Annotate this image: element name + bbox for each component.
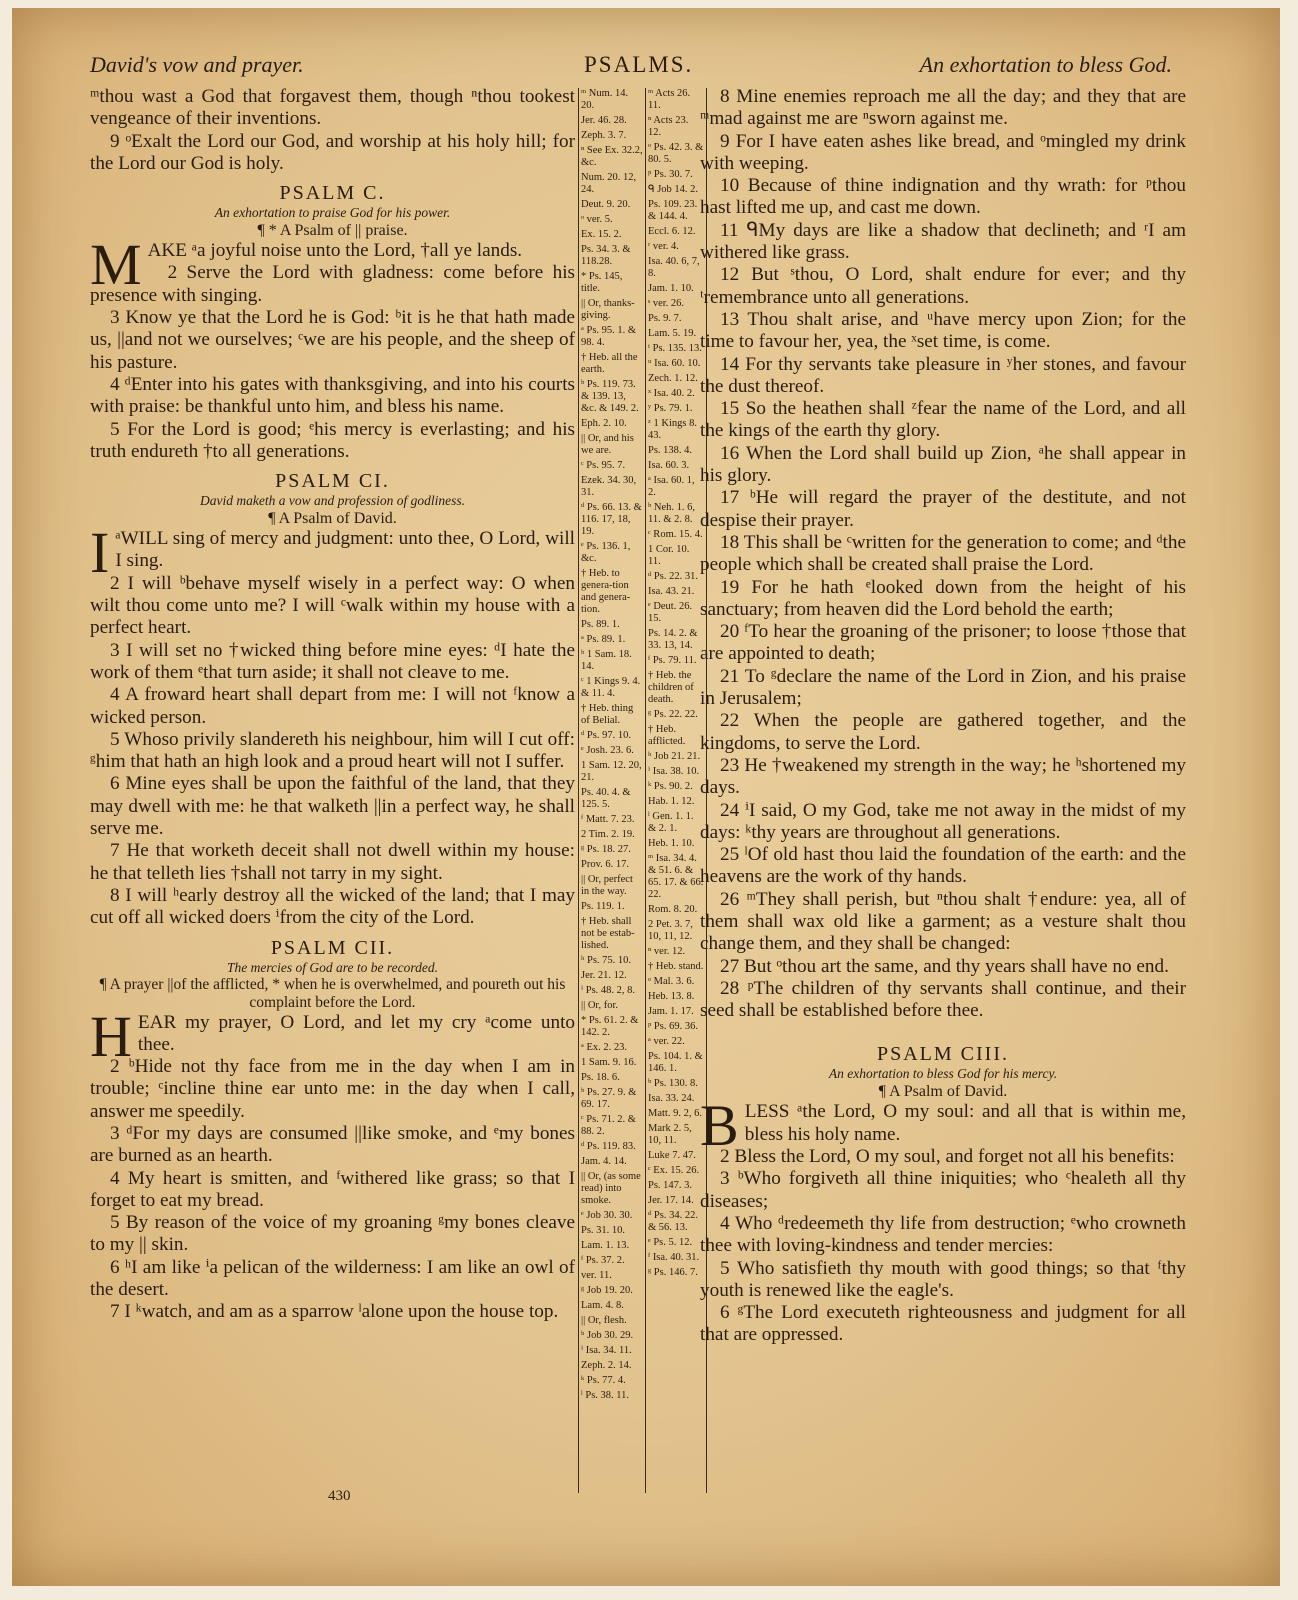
cross-reference: ᵉ Job 30. 30. <box>581 1210 633 1221</box>
right-column <box>700 86 1186 1347</box>
cross-reference: Zech. 1. 12. <box>648 373 698 384</box>
cross-reference: Heb. 13. 8. <box>648 991 695 1002</box>
cross-reference: 1 Sam. 12. 20, 21. <box>581 760 642 783</box>
verse: 13 Thou shalt arise, and ᵘhave mercy upon Zion; for the time to favour her, yea, the ˣset time, is come. <box>700 308 1186 353</box>
verse: 5 For the Lord is good; ᵉhis mercy is everlasting; and his truth endureth †to all generations. <box>90 418 575 462</box>
verse: 8 Mine enemies reproach me all the day; and they that are ᵐmad against me are ⁿsworn against me. <box>700 86 1186 130</box>
cross-reference: ᵗ Ps. 135. 13. <box>648 343 702 354</box>
psalm-title: PSALM CI. <box>275 470 390 493</box>
cross-reference: Rom. 8. 20. <box>648 904 698 915</box>
cross-reference: † Heb. to genera-tion and genera-tion. <box>581 568 631 615</box>
cross-reference: ᵍ Ps. 22. 22. <box>648 709 698 720</box>
cross-reference: ⁱ Isa. 38. 10. <box>648 766 700 777</box>
cross-reference: ᵖ Ps. 69. 36. <box>648 1021 698 1032</box>
cross-reference: ᶜ Ex. 15. 26. <box>648 1165 700 1176</box>
cross-reference: Ps. 89. 1. <box>581 619 620 630</box>
verse: 3 Know ye that the Lord he is God: ᵇit is he that hath made us, ||and not we ourselves; ᶜwe are his people, and the sheep of his pasture. <box>90 307 575 373</box>
cross-reference: 1 Cor. 10. 11. <box>648 544 690 567</box>
cross-reference: Ps. 104. 1. & 146. 1. <box>648 1051 703 1074</box>
cross-reference: ᶠ Ps. 79. 11. <box>648 655 697 666</box>
cross-reference: ᶠ Isa. 40. 31. <box>648 1252 700 1263</box>
drop-cap: B <box>700 1093 739 1159</box>
cross-reference-column <box>581 88 643 1405</box>
header-right: An exhortation to bless God. <box>919 52 1172 77</box>
verse: 3 ᵈFor my days are consumed ||like smoke, and ᵉmy bones are burned as an hearth. <box>90 1122 575 1167</box>
verse: 15 So the heathen shall ᶻfear the name of the Lord, and all the kings of the earth thy glory. <box>700 398 1186 442</box>
cross-reference: Hab. 1. 12. <box>648 796 695 807</box>
drop-cap: M <box>90 232 142 298</box>
verse: MAKE ᵃa joyful noise unto the Lord, †all ye lands. <box>90 232 523 298</box>
verse: 4 A froward heart shall depart from me: I will not ᶠknow a wicked person. <box>90 684 575 728</box>
verse: 6 Mine eyes shall be upon the faithful of the land, that they may dwell with me: he that walketh ||in a perfect way, he shall serve me. <box>90 773 575 840</box>
cross-reference: ᶻ 1 Kings 8. 43. <box>648 418 697 441</box>
cross-reference: ᑫ Job 14. 2. <box>648 184 699 195</box>
cross-reference: ⁿ See Ex. 32.2, &c. <box>581 145 643 168</box>
verse: 2 Bless the Lord, O my soul, and forget not all his benefits: <box>720 1146 1175 1168</box>
page <box>12 8 1280 1586</box>
verse: 5 Whoso privily slandereth his neighbour, him will I cut off: ᵍhim that hath an high look and a proud heart will not I suffer. <box>90 728 575 773</box>
verse: 4 Who ᵈredeemeth thy life from destruction; ᵉwho crowneth thee with loving-kindness and tender mercies: <box>700 1212 1186 1257</box>
cross-reference: † Heb. thing of Belial. <box>581 703 634 726</box>
drop-cap: I <box>90 520 110 586</box>
cross-reference: ʸ Ps. 79. 1. <box>648 403 693 414</box>
cross-reference: Isa. 40. 6, 7, 8. <box>648 256 700 279</box>
cross-reference: || Or, thanks-giving. <box>581 298 635 321</box>
cross-reference: ᵇ Neh. 1. 6, 11. & 2. 8. <box>648 502 695 525</box>
cross-reference: || Or, (as some read) into smoke. <box>581 1171 641 1206</box>
verse: 5 Who satisfieth thy mouth with good things; so that ᶠthy youth is renewed like the eagle's. <box>700 1257 1186 1301</box>
cross-reference: ᵈ Ps. 66. 13. & 116. 17, 18, 19. <box>581 502 642 537</box>
cross-reference: ᶜ 1 Kings 9. 4. & 11. 4. <box>581 676 641 699</box>
cross-reference: ᵐ Isa. 34. 4. & 51. 6. & 65. 17. & 66. 22. <box>648 853 704 900</box>
verse: HEAR my prayer, O Lord, and let my cry ᵃcome unto thee. <box>90 1003 575 1069</box>
verse: 19 For he hath ᵉlooked down from the height of his sanctuary; from heaven did the Lord behold the earth; <box>700 576 1186 620</box>
cross-reference: ˣ Isa. 40. 2. <box>648 388 695 399</box>
verse: 2 Serve the Lord with gladness: come before his presence with singing. <box>90 262 575 306</box>
cross-reference: Heb. 1. 10. <box>648 838 695 849</box>
cross-reference: Ps. 40. 4. & 125. 5. <box>581 787 631 810</box>
verse: 27 But ᵒthou art the same, and thy years shall have no end. <box>720 955 1169 977</box>
cross-reference: ᵍ Ps. 18. 27. <box>581 844 631 855</box>
verse: 23 He †weakened my strength in the way; he ʰshortened my days. <box>700 754 1186 799</box>
cross-reference: ᵃ ver. 22. <box>648 1036 685 1047</box>
cross-reference: ᵇ Ps. 119. 73. & 139. 13, &c. & 149. 2. <box>581 379 639 414</box>
cross-reference: Ps. 14. 2. & 33. 13, 14. <box>648 628 698 651</box>
cross-reference: Jer. 46. 28. <box>581 115 627 126</box>
column-rule <box>645 88 646 1493</box>
verse: 8 I will ʰearly destroy all the wicked of the land; that I may cut off all wicked doers ⁱfrom the city of the Lord. <box>90 884 575 929</box>
cross-reference: ᵐ Num. 14. 20. <box>581 88 629 111</box>
verse: 16 When the Lord shall build up Zion, ᵃhe shall appear in his glory. <box>700 442 1186 487</box>
verse: 3 ᵇWho forgiveth all thine iniquities; who ᶜhealeth all thy diseases; <box>700 1168 1186 1212</box>
cross-reference: ⁱ Ps. 48. 2, 8. <box>581 985 636 996</box>
cross-reference: ᵍ Job 19. 20. <box>581 1285 633 1296</box>
cross-reference: Ps. 138. 4. <box>648 445 693 456</box>
verse: 6 ᵍThe Lord executeth righteousness and judgment for all that are oppressed. <box>700 1302 1186 1346</box>
cross-reference: Jer. 17. 14. <box>648 1195 694 1206</box>
cross-reference: ᶜ Ps. 95. 7. <box>581 460 626 471</box>
drop-cap: H <box>90 1003 132 1069</box>
cross-reference: Jer. 21. 12. <box>581 970 627 981</box>
cross-reference: Matt. 9. 2, 6. <box>648 1108 702 1119</box>
verse: 7 He that worketh deceit shall not dwell within my house: he that telleth lies †shall not tarry in my sight. <box>90 840 575 884</box>
verse: 22 When the people are gathered together, and the kingdoms, to serve the Lord. <box>700 710 1186 754</box>
verse: 12 But ˢthou, O Lord, shalt endure for ever; and thy ᵗremembrance unto all generations. <box>700 264 1186 308</box>
cross-reference: Ex. 15. 2. <box>581 229 622 240</box>
cross-reference: ᵉ Ps. 5. 12. <box>648 1237 693 1248</box>
psalm-superscription: ¶ * A Psalm of || praise. <box>257 222 408 240</box>
verse: 2 ᵇHide not thy face from me in the day when I am in trouble; ᶜincline thine ear unto me: in the day when I call, answer me speedily. <box>90 1056 575 1122</box>
verse: 2 I will ᵇbehave myself wisely in a perfect way: O when wilt thou come unto me? I will ᶜwalk within my house with a perfect heart. <box>90 572 575 639</box>
cross-reference: † Heb. stand. <box>648 961 704 972</box>
cross-reference: † Heb. shall not be estab-lished. <box>581 916 635 951</box>
cross-reference: ⁱ Isa. 34. 11. <box>581 1345 632 1356</box>
header-left: David's vow and prayer. <box>90 52 304 77</box>
cross-reference: Mark 2. 5, 10, 11. <box>648 1123 692 1146</box>
cross-reference: Jam. 1. 10. <box>648 283 694 294</box>
cross-reference: ᵇ Ps. 130. 8. <box>648 1078 698 1089</box>
cross-reference: || Or, and his we are. <box>581 433 634 456</box>
cross-reference: || Or, for. <box>581 1000 619 1011</box>
cross-reference: ᵃ Ps. 95. 1. & 98. 4. <box>581 325 637 348</box>
cross-reference: Num. 20. 12, 24. <box>581 172 637 195</box>
cross-reference: || Or, perfect in the way. <box>581 874 633 897</box>
cross-reference: 1 Sam. 9. 16. <box>581 1057 637 1068</box>
cross-reference: ᵃ Ps. 89. 1. <box>581 634 626 645</box>
cross-reference: ᵉ Josh. 23. 6. <box>581 745 634 756</box>
verse: 3 I will set no †wicked thing before mine eyes: ᵈI hate the work of them ᵉthat turn aside; it shall not cleave to me. <box>90 639 575 683</box>
psalm-superscription: ¶ A Psalm of David. <box>268 510 397 528</box>
verse: 6 ʰI am like ⁱa pelican of the wilderness: I am like an owl of the desert. <box>90 1256 575 1301</box>
cross-reference: ᵘ Isa. 60. 10. <box>648 358 701 369</box>
verse: 10 Because of thine indignation and thy wrath: for ᵖthou hast lifted me up, and cast me down. <box>700 175 1186 219</box>
psalm-superscription: ¶ A Psalm of David. <box>878 1083 1008 1101</box>
cross-reference: ᵇ 1 Sam. 18. 14. <box>581 649 632 672</box>
cross-reference: * Ps. 61. 2. & 142. 2. <box>581 1015 639 1038</box>
cross-reference: ˡ Ps. 38. 11. <box>581 1390 630 1401</box>
cross-reference: ᶜ Rom. 15. 4. <box>648 529 703 540</box>
cross-reference: ᵍ Ps. 146. 7. <box>648 1267 698 1278</box>
cross-reference: ᵈ Ps. 34. 22. & 56. 13. <box>648 1210 698 1233</box>
cross-reference: ᵒ Mal. 3. 6. <box>648 976 695 987</box>
verse: 14 For thy servants take pleasure in ʸher stones, and favour the dust thereof. <box>700 353 1186 397</box>
cross-reference: ˡ Gen. 1. 1. & 2. 1. <box>648 811 694 834</box>
cross-reference: Ps. 119. 1. <box>581 901 625 912</box>
cross-reference: ˢ ver. 26. <box>648 298 685 309</box>
cross-reference: Eccl. 6. 12. <box>648 226 696 237</box>
left-column <box>90 86 575 1324</box>
cross-reference-column <box>648 88 704 1282</box>
cross-reference: ᵐ Acts 26. 11. <box>648 88 691 111</box>
verse: IᵃWILL sing of mercy and judgment: unto thee, O Lord, will I sing. <box>90 520 575 586</box>
cross-reference: Ps. 147. 3. <box>648 1180 693 1191</box>
cross-reference: † Heb. all the earth. <box>581 352 638 375</box>
cross-reference: ʰ Job 30. 29. <box>581 1330 634 1341</box>
cross-reference: ʳ ver. 4. <box>648 241 679 252</box>
cross-reference: Isa. 60. 3. <box>648 460 690 471</box>
cross-reference: Ps. 18. 6. <box>581 1072 620 1083</box>
cross-reference: 2 Pet. 3. 7, 10, 11, 12. <box>648 919 693 942</box>
cross-reference: Zeph. 2. 14. <box>581 1360 632 1371</box>
verse: 4 My heart is smitten, and ᶠwithered like grass; so that I forget to eat my bread. <box>90 1167 575 1211</box>
psalm-summary: David maketh a vow and profession of godliness. <box>200 493 465 509</box>
psalm-summary: An exhortation to bless God for his mercy. <box>828 1066 1058 1082</box>
verse: 21 To ᵍdeclare the name of the Lord in Zion, and his praise in Jerusalem; <box>700 665 1186 710</box>
cross-reference: Prov. 6. 17. <box>581 859 630 870</box>
cross-reference: † Heb. afflicted. <box>648 724 686 747</box>
cross-reference: || Or, flesh. <box>581 1315 627 1326</box>
verse: 4 ᵈEnter into his gates with thanksgiving, and into his courts with praise: be thankful unto him, and bless his name. <box>90 373 575 418</box>
cross-reference: ᵒ ver. 5. <box>581 214 613 225</box>
cross-reference: 2 Tim. 2. 19. <box>581 829 635 840</box>
cross-reference: ᵉ Ps. 136. 1, &c. <box>581 541 631 564</box>
header-center: PSALMS. <box>584 52 694 77</box>
cross-reference: ᵈ Ps. 119. 83. <box>581 1141 636 1152</box>
cross-reference: Lam. 4. 8. <box>581 1300 624 1311</box>
cross-reference: ʰ Job 21. 21. <box>648 751 701 762</box>
cross-reference: ᵏ Ps. 90. 2. <box>648 781 693 792</box>
verse: 17 ᵇHe will regard the prayer of the destitute, and not despise their prayer. <box>700 487 1186 531</box>
cross-reference: Isa. 33. 24. <box>648 1093 695 1104</box>
cross-reference: Ezek. 34. 30, 31. <box>581 475 637 498</box>
verse: 24 ⁱI said, O my God, take me not away in the midst of my days: ᵏthy years are throughout all generations. <box>700 799 1186 843</box>
cross-reference: Lam. 5. 19. <box>648 328 697 339</box>
cross-reference: Luke 7. 47. <box>648 1150 696 1161</box>
cross-reference: ᵈ Ps. 22. 31. <box>648 571 698 582</box>
cross-reference: Lam. 1. 13. <box>581 1240 630 1251</box>
cross-reference: ver. 11. <box>581 1270 612 1281</box>
cross-reference: † Heb. the children of death. <box>648 670 694 705</box>
cross-reference: ᵏ Ps. 77. 4. <box>581 1375 626 1386</box>
verse: 5 By reason of the voice of my groaning ᵍmy bones cleave to my || skin. <box>90 1212 575 1256</box>
cross-reference: Eph. 2. 10. <box>581 418 627 429</box>
cross-reference: ᵈ Ps. 97. 10. <box>581 730 631 741</box>
page-number: 430 <box>328 1488 351 1504</box>
psalm-title: PSALM CIII. <box>876 1043 1009 1066</box>
cross-reference: ᵃ Isa. 60. 1, 2. <box>648 475 695 498</box>
cross-reference: ᶠ Matt. 7. 23. <box>581 814 635 825</box>
cross-reference: ᵃ Ex. 2. 23. <box>581 1042 628 1053</box>
verse: 20 ᶠTo hear the groaning of the prisoner; to loose †those that are appointed to death; <box>700 621 1186 665</box>
cross-reference: Isa. 43. 21. <box>648 586 695 597</box>
cross-reference: ⁿ Acts 23. 12. <box>648 115 689 138</box>
psalm-summary: An exhortation to praise God for his power. <box>214 205 451 221</box>
cross-reference: ᶜ Ps. 71. 2. & 88. 2. <box>581 1114 636 1137</box>
verse: 25 ˡOf old hast thou laid the foundation of the earth: and the heavens are the work of thy hands. <box>700 844 1186 888</box>
cross-reference: ᵇ Ps. 27. 9. & 69. 17. <box>581 1087 637 1110</box>
psalm-title: PSALM C. <box>279 182 386 205</box>
verse: 11 ᑫMy days are like a shadow that declineth; and ʳI am withered like grass. <box>700 219 1186 264</box>
cross-reference: ᶠ Ps. 37. 2. <box>581 1255 625 1266</box>
verse: 9 ᵒExalt the Lord our God, and worship at his holy hill; for the Lord our God is holy. <box>90 130 575 174</box>
verse: 28 ᵖThe children of thy servants shall continue, and their seed shall be established before thee. <box>700 977 1186 1022</box>
cross-reference: Ps. 31. 10. <box>581 1225 626 1236</box>
cross-reference: * Ps. 145, title. <box>581 271 623 294</box>
psalm-title: PSALM CII. <box>270 936 395 959</box>
column-rule <box>578 88 579 1493</box>
verse: ᵐthou wast a God that forgavest them, though ⁿthou tookest vengeance of their inventions. <box>90 86 575 130</box>
verse: 26 ᵐThey shall perish, but ⁿthou shalt †endure: yea, all of them shall wax old like a garment; as a vesture shalt thou change them, and they shall be changed: <box>700 888 1186 955</box>
cross-reference: ᵉ Deut. 26. 15. <box>648 601 693 624</box>
cross-reference: ʰ Ps. 75. 10. <box>581 955 632 966</box>
cross-reference: Ps. 9. 7. <box>648 313 682 324</box>
psalm-superscription: ¶ A prayer ||of the afflicted, * when he is overwhelmed, and poureth out his complaint before the Lord. <box>99 975 566 1011</box>
cross-reference: Jam. 1. 17. <box>648 1006 694 1017</box>
cross-reference: Jam. 4. 14. <box>581 1156 627 1167</box>
verse: 9 For I have eaten ashes like bread, and ᵒmingled my drink with weeping. <box>700 130 1186 174</box>
cross-reference: Zeph. 3. 7. <box>581 130 627 141</box>
cross-reference: Ps. 109. 23. & 144. 4. <box>648 199 698 222</box>
verse: 18 This shall be ᶜwritten for the generation to come; and ᵈthe people which shall be created shall praise the Lord. <box>700 531 1186 576</box>
cross-reference: Deut. 9. 20. <box>581 199 631 210</box>
cross-reference: ⁿ ver. 12. <box>648 946 686 957</box>
psalm-summary: The mercies of God are to be recorded. <box>227 959 438 975</box>
cross-reference: ᵖ Ps. 30. 7. <box>648 169 693 180</box>
verse: BLESS ᵃthe Lord, O my soul: and all that is within me, bless his holy name. <box>700 1093 1186 1159</box>
cross-reference: ᵒ Ps. 42. 3. & 80. 5. <box>648 142 704 165</box>
verse: 7 I ᵏwatch, and am as a sparrow ˡalone upon the house top. <box>110 1301 559 1323</box>
cross-reference: Ps. 34. 3. & 118.28. <box>581 244 631 267</box>
